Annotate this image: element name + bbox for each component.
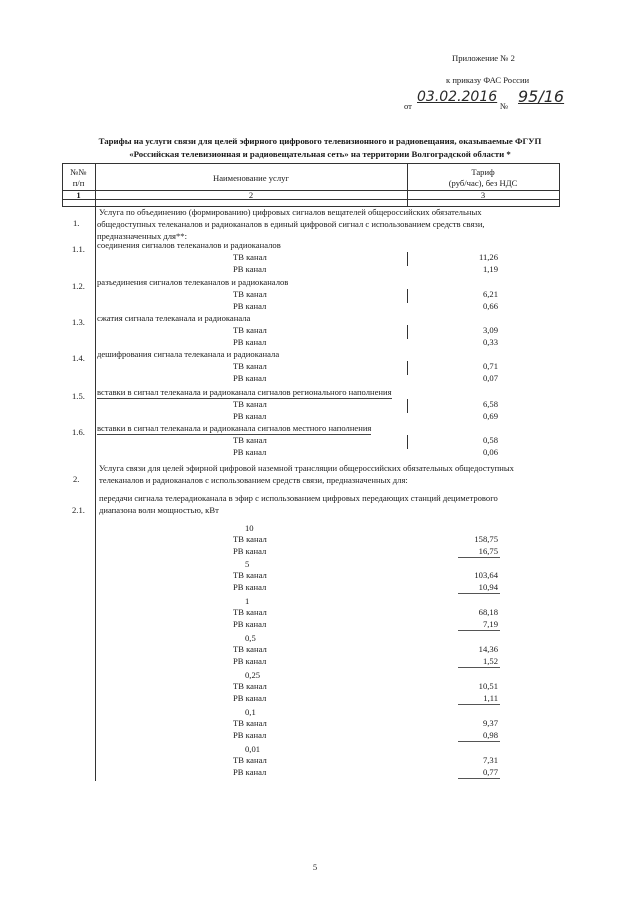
section-1-text-line-2: общедоступных телеканалов и радиоканалов в единый цифровой сигнал с использованием средств связи, [97,219,485,229]
rv-channel-label: РВ канал [233,619,267,629]
item-number: 1.6. [72,427,85,437]
document-title-line-2: «Российская телевизионная и радиовещательная сеть» на территории Волгоградской области * [129,149,511,159]
tv-channel-label: ТВ канал [233,755,267,765]
column-number-2: 2 [248,190,254,200]
tv-channel-label: ТВ канал [233,570,267,580]
rv-channel-label: РВ канал [233,767,267,777]
rv-channel-label: РВ канал [233,337,267,347]
document-title-line-1: Тарифы на услуги связи для целей эфирного цифрового телевизионного и радиовещания, оказываемые ФГУП [98,136,542,146]
power-level: 0,5 [245,633,256,643]
tv-channel-label: ТВ канал [233,325,267,335]
tv-tariff-value: 11,26 [478,252,498,262]
tv-channel-label: ТВ канал [233,644,267,654]
tv-tariff-value: 3,09 [482,325,498,335]
rv-tariff-value: 1,11 [483,693,498,703]
page-number: 5 [312,862,318,872]
section-2-1-text-line-1: передачи сигнала телерадиоканала в эфир с использованием цифровых передающих станций дециметрового [99,493,498,503]
item-number: 1.1. [72,244,85,254]
rv-channel-label: РВ канал [233,582,267,592]
rv-channel-label: РВ канал [233,546,267,556]
row-divider [407,289,408,303]
appendix-line-1: Приложение № 2 [452,53,515,63]
value-underline [458,630,500,631]
row-divider [407,361,408,375]
value-underline [458,667,500,668]
rv-tariff-value: 0,66 [482,301,498,311]
tv-channel-label: ТВ канал [233,534,267,544]
row-divider [407,325,408,339]
tv-tariff-value: 158,75 [474,534,498,544]
tv-tariff-value: 9,37 [482,718,498,728]
rv-tariff-value: 10,94 [478,582,498,592]
rv-tariff-value: 0,69 [482,411,498,421]
section-1-number: 1. [73,218,80,228]
tv-channel-label: ТВ канал [233,607,267,617]
value-underline [458,778,500,779]
item-label: вставки в сигнал телеканала и радиоканала сигналов местного наполнения [97,423,372,433]
value-underline [458,593,500,594]
appendix-number-sign: № [500,101,509,111]
rv-tariff-value: 0,07 [482,373,498,383]
section-2-text-line-2: телеканалов и радиоканалов с использованием средств связи, предназначенных для: [99,475,408,485]
rv-tariff-value: 0,98 [482,730,498,740]
tv-channel-label: ТВ канал [233,252,267,262]
item-label: дешифрования сигнала телеканала и радиоканала [97,349,280,359]
item-label: вставки в сигнал телеканала и радиоканала сигналов регионального наполнения [97,387,392,397]
item-number: 1.4. [72,353,85,363]
value-underline [458,741,500,742]
tv-channel-label: ТВ канал [233,435,267,445]
rv-tariff-value: 1,52 [482,656,498,666]
rv-tariff-value: 0,77 [482,767,498,777]
item-label: сжатия сигнала телеканала и радиоканала [97,313,251,323]
tv-channel-label: ТВ канал [233,289,267,299]
appendix-line-2: к приказу ФАС России [446,75,530,85]
row-divider [407,399,408,413]
rv-channel-label: РВ канал [233,730,267,740]
row-divider [407,252,408,266]
rv-tariff-value: 0,06 [482,447,498,457]
item-number: 1.3. [72,317,85,327]
appendix-from-label: от [404,101,412,111]
value-underline [458,557,500,558]
appendix-date: 03.02.2016 [417,89,498,105]
section-2-1-number: 2.1. [72,505,85,515]
tv-tariff-value: 0,71 [482,361,498,371]
row-divider [407,435,408,449]
value-underline [458,704,500,705]
column-number-1: 1 [76,190,81,200]
tv-channel-label: ТВ канал [233,361,267,371]
section-1-text-line-3: предназначенных для**: [97,231,187,241]
section-2-1-text-line-2: диапазона волн мощностью, кВт [99,505,219,515]
power-level: 10 [245,523,254,533]
header-tariff: Тариф [471,167,495,177]
section-2-text-line-1: Услуга связи для целей эфирной цифровой наземной трансляции общероссийских обязательных общедоступных [99,463,514,473]
rv-channel-label: РВ канал [233,373,267,383]
power-level: 5 [245,559,250,569]
rv-channel-label: РВ канал [233,447,267,457]
tv-tariff-value: 7,31 [482,755,498,765]
tv-tariff-value: 14,36 [478,644,498,654]
tv-tariff-value: 0,58 [482,435,498,445]
tv-tariff-value: 6,58 [482,399,498,409]
tv-tariff-value: 68,18 [478,607,498,617]
rv-tariff-value: 0,33 [482,337,498,347]
item-number: 1.5. [72,391,85,401]
tv-tariff-value: 10,51 [478,681,498,691]
rv-tariff-value: 16,75 [478,546,498,556]
power-level: 0,25 [245,670,261,680]
rv-tariff-value: 1,19 [482,264,498,274]
header-num: №№ [70,167,87,177]
tv-channel-label: ТВ канал [233,681,267,691]
rv-channel-label: РВ канал [233,301,267,311]
tv-channel-label: ТВ канал [233,718,267,728]
item-number: 1.2. [72,281,85,291]
tv-channel-label: ТВ канал [233,399,267,409]
rv-channel-label: РВ канал [233,264,267,274]
tv-tariff-value: 103,64 [474,570,498,580]
item-label: разъединения сигналов телеканалов и радиоканалов [97,277,289,287]
section-1-text-line-1: Услуга по объединению (формированию) цифровых сигналов вещателей общероссийских обязательных [99,207,482,217]
power-level: 0,01 [245,744,261,754]
rv-channel-label: РВ канал [233,693,267,703]
header-service-name: Наименование услуг [213,173,289,183]
header-num-2: п/п [72,178,85,188]
section-2-number: 2. [73,474,80,484]
rv-channel-label: РВ канал [233,656,267,666]
tv-tariff-value: 6,21 [482,289,498,299]
rv-tariff-value: 7,19 [482,619,498,629]
power-level: 0,1 [245,707,256,717]
power-level: 1 [245,596,250,606]
header-tariff-unit: (руб/час), без НДС [448,178,518,188]
rv-channel-label: РВ канал [233,411,267,421]
appendix-order-number: 95/16 [518,87,565,106]
column-number-3: 3 [480,190,486,200]
item-label: соединения сигналов телеканалов и радиоканалов [97,240,281,250]
